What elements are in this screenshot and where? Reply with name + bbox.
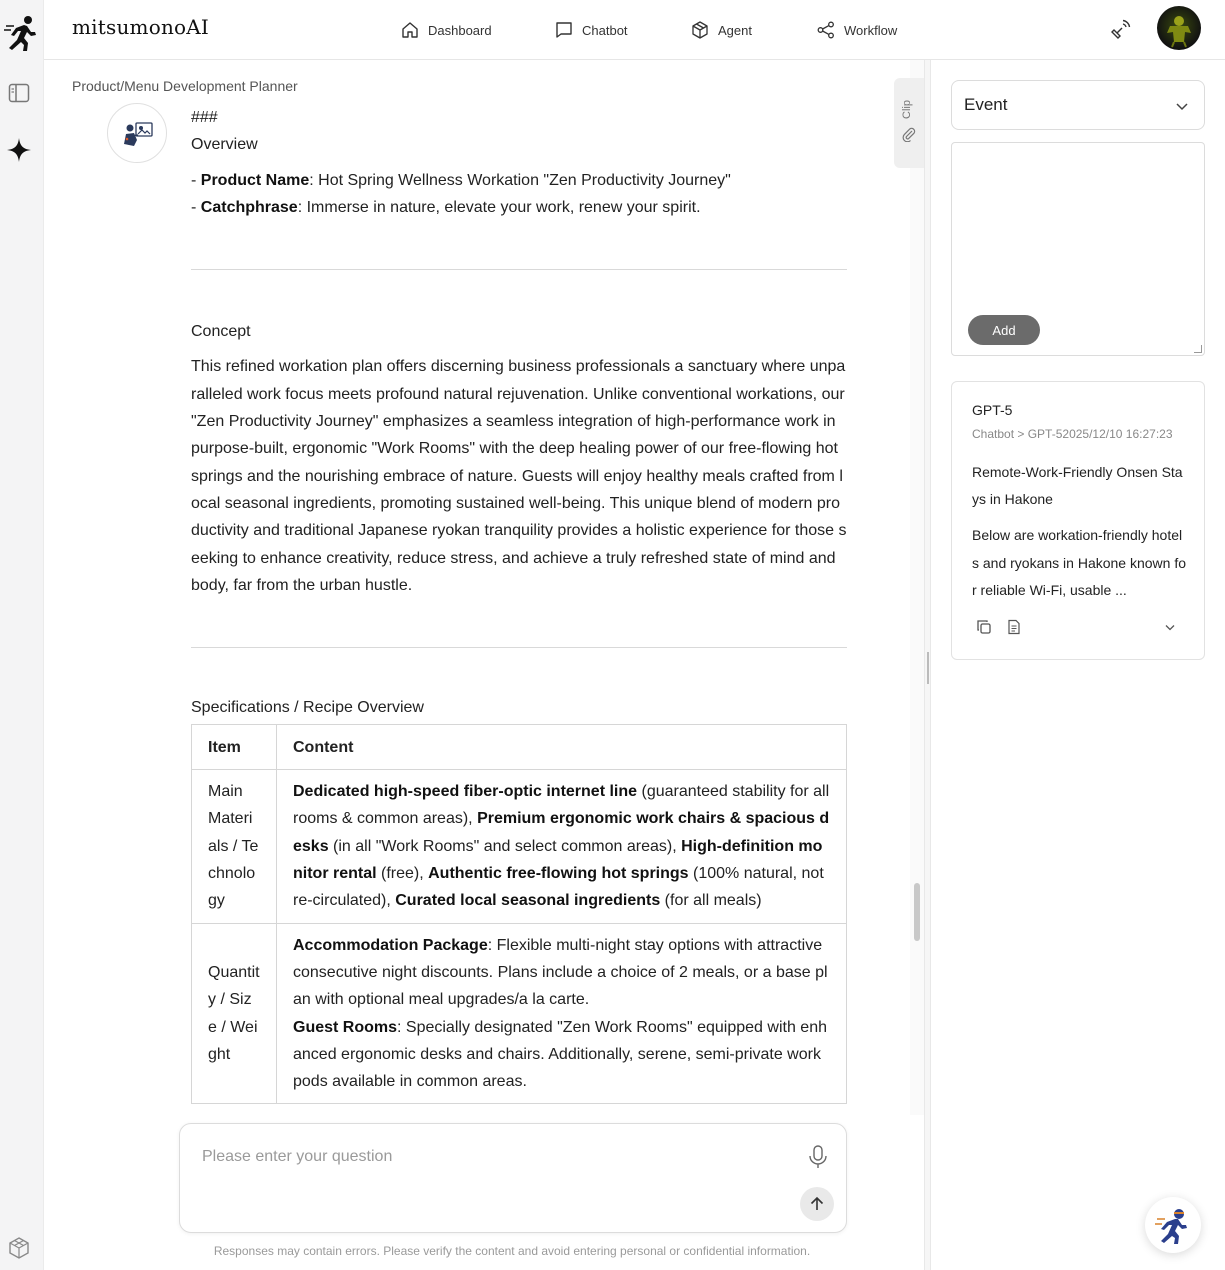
nav-workflow-label: Workflow	[844, 22, 898, 38]
sidebar-toggle-icon[interactable]	[8, 82, 30, 104]
table-row	[192, 770, 847, 923]
catchphrase-label: Catchphrase	[200, 198, 298, 216]
disclaimer-text: Responses may contain errors. Please verify the content and avoid entering personal or confidential information.	[213, 1244, 811, 1258]
assistant-fab-button[interactable]	[1145, 1197, 1201, 1253]
document-icon[interactable]	[1006, 619, 1022, 635]
bold-term: Premium ergonomic work chairs & spacious desks	[293, 810, 830, 855]
card-timestamp: 2025/12/10 16:27:23	[1062, 427, 1173, 441]
card-body: Below are workation-friendly hotels and ryokans in Hakone known for reliable Wi-Fi, usable ...	[972, 527, 1187, 598]
planner-bot-icon	[108, 104, 168, 164]
panel-resize-divider[interactable]	[924, 60, 931, 1270]
product-name-label: Product Name	[200, 171, 310, 189]
arrow-up-icon	[808, 1195, 826, 1213]
concept-heading: Concept	[191, 323, 251, 341]
event-select-value: Event	[964, 95, 1008, 114]
card-model: GPT-5	[972, 402, 1013, 418]
section-divider	[191, 269, 847, 270]
cell-text: (for all meals)	[660, 892, 762, 910]
runner-logo-icon[interactable]	[4, 14, 38, 52]
catchphrase-value: : Immerse in nature, elevate your work, renew your spirit.	[297, 198, 701, 216]
breadcrumb[interactable]: Product/Menu Development Planner	[72, 78, 298, 94]
chat-main	[44, 60, 913, 1270]
ninja-mascot-icon	[1153, 1205, 1193, 1245]
chevron-down-icon	[1174, 98, 1190, 114]
add-button[interactable]: Add	[968, 315, 1040, 345]
nav-agent[interactable]	[690, 0, 752, 60]
table-cell-content	[277, 770, 847, 923]
spec-heading: Specifications / Recipe Overview	[191, 699, 424, 717]
card-path	[972, 427, 1173, 441]
table-cell-item: Quantity / Size / Weight	[192, 923, 277, 1104]
cell-text: (100% natural, not re-circulated),	[293, 865, 824, 910]
home-icon	[400, 20, 420, 40]
table-row	[192, 923, 847, 1104]
catchphrase-line: - Catchphrase: Immerse in nature, elevate your work, renew your spirit.	[191, 198, 701, 216]
resize-grip-icon[interactable]	[927, 652, 929, 684]
codesandbox-icon[interactable]	[7, 1236, 31, 1260]
concept-text: This refined workation plan offers discerning business professionals a sanctuary where unparalleled work focus meets profound natural rejuvenation. Unlike conventional workations, our "Zen Productivity Journey" emphasizes a seamless integration of high-performance work in purpose-built, ergonomic "Work Rooms" with the deep healing power of our free-flowing hot springs and the nourishing embrace of nature. Guests will enjoy healthy meals crafted from local seasonal ingredients, promoting sustained well-being. This unique blend of modern productivity and traditional Japanese ryokan tranquility provides a holistic experience for those seeking to enhance creativity, reduce stress, and achieve a truly refreshed state of mind and body, far from the urban hustle.	[191, 358, 847, 594]
microphone-icon[interactable]	[806, 1144, 830, 1170]
table-header-item: Item	[192, 725, 277, 770]
card-title: Remote-Work-Friendly Onsen Stays in Hakone	[972, 464, 1183, 507]
table-header-content: Content	[277, 725, 847, 770]
share-nodes-icon	[816, 20, 836, 40]
brand-name[interactable]: mitsumonoAI	[72, 15, 210, 39]
assistant-message	[191, 104, 847, 1116]
cell-text: (free),	[376, 865, 429, 883]
bold-term: High-definition monitor rental	[293, 837, 823, 883]
bold-term: Guest Rooms	[293, 1018, 398, 1036]
sparkle-icon[interactable]	[6, 137, 32, 163]
copy-icon[interactable]	[976, 619, 992, 635]
clip-tab[interactable]	[894, 78, 924, 168]
bold-term: Accommodation Package	[293, 936, 488, 954]
chevron-down-icon[interactable]	[1162, 619, 1178, 635]
user-avatar[interactable]	[1157, 6, 1201, 50]
table-cell-content	[277, 923, 847, 1104]
nav-agent-label: Agent	[718, 22, 752, 38]
cell-text: (in all "Work Rooms" and select common areas),	[328, 837, 682, 855]
clip-label: Clip	[901, 100, 913, 119]
history-card[interactable]	[951, 381, 1205, 660]
bold-term: Authentic free-flowing hot springs	[428, 865, 689, 883]
event-select[interactable]	[951, 80, 1205, 130]
satellite-signal-icon[interactable]	[1109, 17, 1133, 41]
nav-workflow[interactable]	[816, 0, 897, 60]
bot-avatar	[107, 103, 167, 163]
chat-scrollbar-track[interactable]	[910, 60, 924, 1115]
nav-dashboard-label: Dashboard	[428, 22, 492, 38]
paperclip-icon	[901, 126, 917, 142]
user-avatar-image	[1157, 6, 1201, 50]
left-rail	[0, 0, 44, 1270]
send-button[interactable]	[800, 1187, 834, 1221]
bold-term: Dedicated high-speed fiber-optic internet line	[293, 783, 638, 801]
cell-text: (guaranteed stability for all rooms & common areas),	[293, 783, 830, 828]
chat-bubble-icon	[554, 20, 574, 40]
product-name-line: - Product Name: Hot Spring Wellness Workation "Zen Productivity Journey"	[191, 171, 731, 189]
product-name-value: : Hot Spring Wellness Workation "Zen Productivity Journey"	[309, 171, 731, 189]
question-input[interactable]	[202, 1142, 782, 1172]
cell-text: : Flexible multi-night stay options with attractive consecutive night discounts. Plans include a choice of 2 meals, or a base plan with optional meal upgrades/a la carte.	[293, 936, 828, 1009]
card-breadcrumb: Chatbot > GPT-5	[972, 427, 1063, 441]
nav-chatbot[interactable]	[554, 0, 628, 60]
section-divider	[191, 647, 847, 648]
event-textarea[interactable]	[951, 142, 1205, 356]
heading-marker: ###	[191, 109, 218, 126]
cell-text: : Specially designated "Zen Work Rooms" equipped with enhanced ergonomic desks and chairs. Additionally, serene, semi-private work pods available in common areas.	[293, 1018, 827, 1091]
spec-table	[191, 724, 847, 1104]
nav-chatbot-label: Chatbot	[582, 22, 628, 38]
cube-icon	[690, 20, 710, 40]
question-box	[179, 1123, 847, 1233]
nav-dashboard[interactable]	[400, 0, 492, 60]
overview-heading: Overview	[191, 136, 258, 154]
chat-scrollbar-thumb[interactable]	[914, 883, 920, 941]
table-header-row	[192, 725, 847, 770]
top-header	[44, 0, 1225, 60]
bold-term: Curated local seasonal ingredients	[395, 892, 661, 910]
table-cell-item: Main Materials / Technology	[192, 770, 277, 923]
textarea-resize-handle[interactable]	[1194, 345, 1202, 353]
right-panel	[931, 60, 1225, 1270]
